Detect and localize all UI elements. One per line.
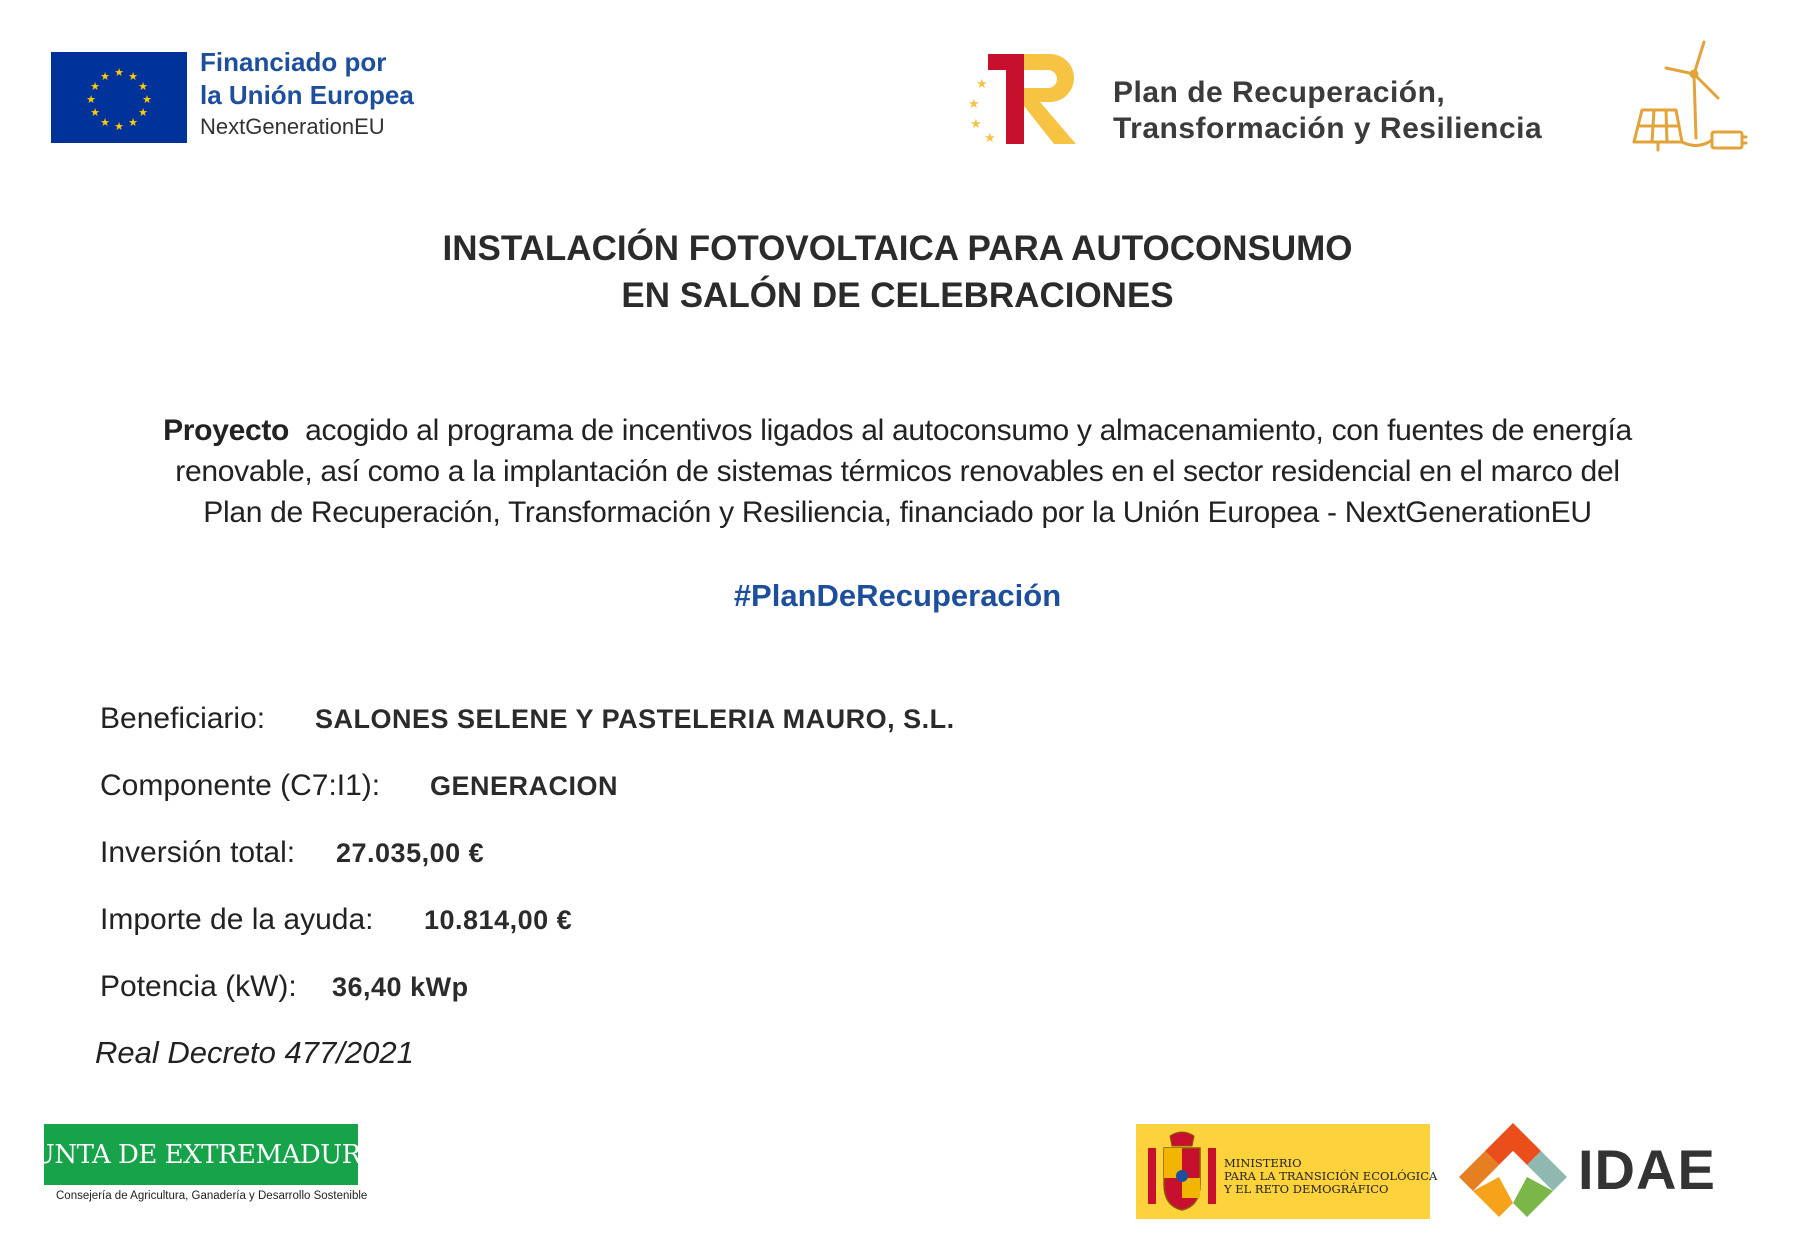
potencia-label: Potencia (kW): [100, 970, 297, 1003]
eu-funding-text [200, 46, 414, 142]
prtr-text [1113, 75, 1542, 147]
svg-text:★: ★ [114, 120, 124, 133]
importe-row [100, 903, 572, 937]
eu-line1: Financiado por [200, 47, 387, 77]
hashtag: #PlanDeRecuperación [733, 578, 1062, 613]
ministerio-line3: Y EL RETO DEMOGRÁFICO [1224, 1182, 1389, 1196]
svg-text:★: ★ [100, 70, 110, 83]
prtr-line1: Plan de Recuperación, [1113, 76, 1446, 109]
junta-logo: JUNTA DE EXTREMADURA [44, 1124, 358, 1185]
title-line2: EN SALÓN DE CELEBRACIONES [621, 276, 1174, 315]
desc-line1-rest: acogido al programa de incentivos ligados al autoconsumo y almacenamiento, con fuentes de energía [305, 414, 1632, 447]
ministerio-line1: MINISTERIO [1224, 1156, 1302, 1170]
beneficiario-value: SALONES SELENE Y PASTELERIA MAURO, S.L. [315, 704, 955, 734]
importe-value: 10.814,00 € [424, 905, 573, 935]
desc-lead: Proyecto [163, 414, 290, 447]
svg-text:★: ★ [138, 106, 148, 119]
title-line1: INSTALACIÓN FOTOVOLTAICA PARA AUTOCONSUMO [442, 229, 1353, 268]
coat-of-arms-icon [1146, 1130, 1218, 1214]
inversion-value: 27.035,00 € [336, 838, 485, 868]
svg-text:★: ★ [970, 117, 982, 132]
desc-line3: Plan de Recuperación, Transformación y Resiliencia, financiado por la Unión Europea - NextGenerationEU [203, 496, 1592, 529]
beneficiario-label: Beneficiario: [100, 702, 266, 735]
svg-text:★: ★ [100, 116, 110, 129]
svg-text:★: ★ [968, 97, 980, 112]
svg-text:★: ★ [128, 116, 138, 129]
svg-text:★: ★ [90, 106, 100, 119]
ministerio-line2: PARA LA TRANSICIÓN ECOLÓGICA [1224, 1169, 1438, 1183]
eu-line2: la Unión Europea [200, 80, 414, 110]
junta-subtitle: Consejería de Agricultura, Ganadería y Desarrollo Sostenible [56, 1190, 368, 1202]
decree-reference: Real Decreto 477/2021 [95, 1035, 414, 1070]
potencia-row [100, 970, 469, 1004]
wind-solar-icon [1626, 38, 1748, 156]
eu-flag-icon [51, 52, 187, 143]
idae-name: IDAE [1578, 1138, 1716, 1201]
svg-text:★: ★ [976, 77, 988, 92]
idae-logo-icon [1457, 1121, 1569, 1219]
desc-line2: renovable, así como a la implantación de sistemas térmicos renovables en el sector residencial en el marco del [175, 455, 1620, 488]
eu-line3: NextGenerationEU [200, 114, 385, 139]
svg-text:★: ★ [114, 66, 124, 79]
potencia-value: 36,40 kWp [332, 972, 469, 1002]
prtr-logo-icon [966, 50, 1082, 146]
project-description [100, 410, 1695, 533]
svg-text:★: ★ [128, 70, 138, 83]
svg-text:★: ★ [90, 80, 100, 93]
svg-text:★: ★ [142, 93, 152, 106]
componente-row [100, 769, 618, 803]
inversion-label: Inversión total: [100, 836, 296, 869]
svg-text:★: ★ [86, 93, 96, 106]
ministerio-text [1224, 1157, 1437, 1196]
inversion-row [100, 836, 484, 870]
beneficiario-row [100, 702, 955, 736]
desc-line1 [100, 410, 1695, 451]
componente-value: GENERACION [430, 771, 619, 801]
svg-text:★: ★ [984, 131, 996, 146]
prtr-line2: Transformación y Resiliencia [1113, 112, 1543, 145]
componente-label: Componente (C7:I1): [100, 769, 381, 802]
importe-label: Importe de la ayuda: [100, 903, 374, 936]
svg-text:★: ★ [138, 80, 148, 93]
